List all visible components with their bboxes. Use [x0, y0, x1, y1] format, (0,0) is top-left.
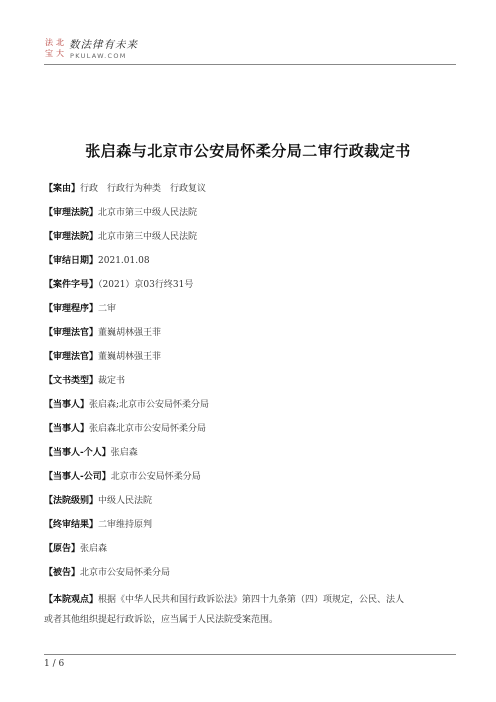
- field-court-level: [44, 494, 456, 518]
- field-label: 【当事人-个人】: [44, 448, 111, 458]
- field-value: 二审: [98, 304, 117, 314]
- field-value: 北京市公安局怀柔分局: [110, 472, 201, 482]
- field-value: 北京市公安局怀柔分局: [80, 568, 171, 578]
- field-plaintiff: [44, 542, 456, 566]
- field-parties: [44, 398, 456, 422]
- field-label: 【审理法院】: [44, 232, 99, 242]
- field-label: 【当事人】: [44, 424, 90, 434]
- field-value: 张启森: [80, 544, 108, 554]
- field-label: 【被告】: [44, 568, 81, 578]
- field-final-result: [44, 518, 456, 542]
- field-label: 【案由】: [44, 184, 81, 194]
- brand-domain: PKULAW.COM: [70, 52, 127, 60]
- field-label: 【当事人-公司】: [44, 472, 111, 482]
- field-defendant: [44, 566, 456, 590]
- field-judges: [44, 350, 456, 374]
- field-value: （2021）京03行终31号: [98, 280, 194, 290]
- logo-char: 法: [45, 38, 53, 47]
- field-value: 董巍胡林强王菲: [98, 352, 162, 362]
- field-value: 行政 行政行为种类 行政复议: [80, 184, 207, 194]
- field-value: 二审维持原判: [98, 520, 153, 530]
- court-opinion-text: 根据《中华人民共和国行政诉讼法》第四十九条第（四）项规定，公民、法人: [98, 595, 405, 605]
- field-label: 【本院观点】: [44, 595, 99, 605]
- case-metadata-list: [44, 182, 456, 590]
- field-value: 2021.01.08: [98, 256, 150, 266]
- field-value: 张启森: [110, 448, 138, 458]
- field-label: 【当事人】: [44, 400, 90, 410]
- field-court: [44, 230, 456, 254]
- field-judges: [44, 326, 456, 350]
- field-case-number: [44, 278, 456, 302]
- field-case-cause: [44, 182, 456, 206]
- pkulaw-logo: [44, 38, 65, 59]
- field-party-individual: [44, 446, 456, 470]
- field-value: 张启森;北京市公安局怀柔分局: [89, 400, 210, 410]
- field-label: 【审理法官】: [44, 328, 99, 338]
- logo-char: 北: [56, 38, 64, 47]
- field-label: 【审理法官】: [44, 352, 99, 362]
- field-party-company: [44, 470, 456, 494]
- footer-divider: [44, 654, 456, 655]
- field-label: 【审理法院】: [44, 208, 99, 218]
- field-judgment-date: [44, 254, 456, 278]
- court-opinion-line: [44, 590, 454, 610]
- field-label: 【原告】: [44, 544, 81, 554]
- field-label: 【法院级别】: [44, 496, 99, 506]
- field-value: 裁定书: [98, 376, 126, 386]
- field-value: 张启森北京市公安局怀柔分局: [89, 424, 207, 434]
- document-title: 张启森与北京市公安局怀柔分局二审行政裁定书: [85, 142, 411, 160]
- field-value: 北京市第三中级人民法院: [98, 232, 198, 242]
- field-label: 【终审结果】: [44, 520, 99, 530]
- field-document-type: [44, 374, 456, 398]
- field-procedure: [44, 302, 456, 326]
- field-label: 【文书类型】: [44, 376, 99, 386]
- field-parties: [44, 422, 456, 446]
- court-opinion-line: 或者其他组织提起行政诉讼，应当属于人民法院受案范围。: [44, 615, 279, 625]
- field-value: 董巍胡林强王菲: [98, 328, 162, 338]
- logo-char: 宝: [45, 49, 53, 58]
- field-label: 【案件字号】: [44, 280, 99, 290]
- field-label: 【审理程序】: [44, 304, 99, 314]
- field-value: 中级人民法院: [98, 496, 153, 506]
- field-label: 【审结日期】: [44, 256, 99, 266]
- page-number: 1 / 6: [44, 659, 65, 669]
- court-opinion: [44, 590, 454, 630]
- header-divider: [44, 64, 456, 65]
- logo-char: 大: [56, 49, 64, 58]
- page-header: [0, 0, 496, 70]
- field-value: 北京市第三中级人民法院: [98, 208, 198, 218]
- field-court: [44, 206, 456, 230]
- brand-slogan: 数法律有未来: [69, 39, 138, 51]
